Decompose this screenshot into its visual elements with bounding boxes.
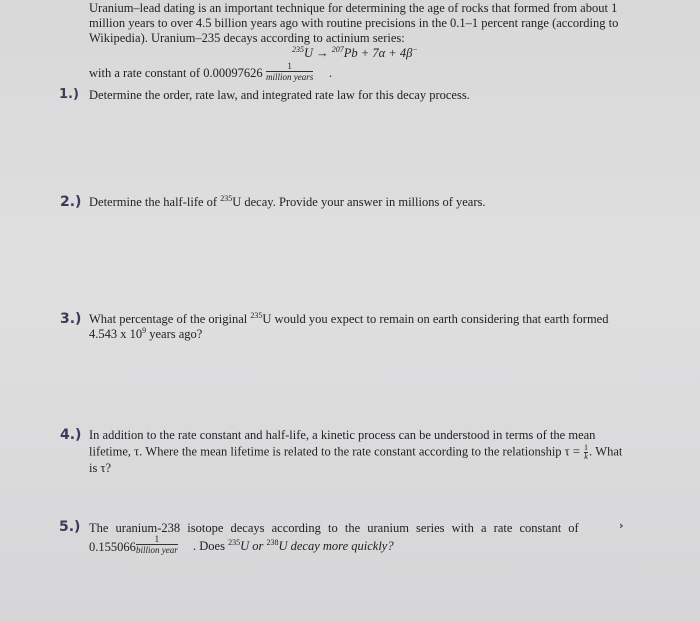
intro-line-1: Uranium–lead dating is an important technique for determining the age of rocks that formed from about 1 bbox=[89, 1, 618, 15]
reaction-arrow: → bbox=[316, 46, 329, 60]
question-3-line-1: What percentage of the original $^{235}$U would you expect to remain on earth considering that earth formed bbox=[89, 311, 609, 326]
question-5-rate-value: 0.155066 bbox=[89, 540, 136, 554]
question-5-units-fraction: 1 billion year bbox=[136, 534, 178, 555]
question-5-number: 5.) bbox=[59, 519, 81, 535]
beta-charge: − bbox=[412, 45, 418, 54]
decay-reaction bbox=[292, 46, 418, 61]
question-2-number: 2.) bbox=[60, 194, 82, 210]
reactant-symbol: U bbox=[304, 46, 314, 60]
reactant-mass-number: 235 bbox=[292, 45, 304, 54]
reaction-products: Pb + 7α + 4β bbox=[343, 46, 413, 60]
question-1-text: Determine the order, rate law, and integrated rate law for this decay process. bbox=[89, 88, 470, 102]
rate-units-numerator: 1 bbox=[266, 61, 313, 72]
question-5-mark: › bbox=[619, 519, 624, 532]
question-1-number: 1.) bbox=[59, 87, 79, 102]
rate-units-denominator: million years bbox=[266, 72, 314, 82]
rate-units-fraction bbox=[266, 61, 313, 82]
question-4-line-1: In addition to the rate constant and half-life, a kinetic process can be understood in terms of the mean bbox=[89, 428, 596, 442]
question-4-line-2: lifetime, τ. Where the mean lifetime is related to the rate constant according to the relationship τ = $\frac{1}{k}$ . What bbox=[89, 443, 623, 461]
rate-constant-prefix: with a rate constant of 0.00097626 bbox=[89, 66, 263, 80]
question-5-line-1: The uranium-238 isotope decays according to the uranium series with a rate constant of bbox=[89, 521, 579, 535]
question-5-line-2: . Does $^{235}$U or $^{238}$U decay more quickly? bbox=[193, 538, 394, 553]
question-3-line-2: 4.543 x $10^9$ years ago? bbox=[89, 326, 203, 341]
intro-line-2: million years to over 4.5 billion years ago with routine precisions in the 0.1–1 percent range (according to bbox=[89, 16, 619, 30]
question-4-line-3: is τ? bbox=[89, 461, 112, 475]
intro-line-3: Wikipedia). Uranium–235 decays according to actinium series: bbox=[89, 31, 405, 45]
question-3-number: 3.) bbox=[60, 311, 82, 327]
question-2-text: Determine the half-life of $^{235}$U decay. Provide your answer in millions of years. bbox=[89, 194, 486, 209]
rate-constant-line bbox=[89, 66, 263, 81]
one-over-k-fraction: $\frac{1}{k}$ bbox=[584, 443, 589, 461]
product-mass-number: 207 bbox=[331, 45, 344, 54]
rate-constant-suffix: . bbox=[329, 66, 333, 80]
question-4-number: 4.) bbox=[60, 427, 82, 443]
